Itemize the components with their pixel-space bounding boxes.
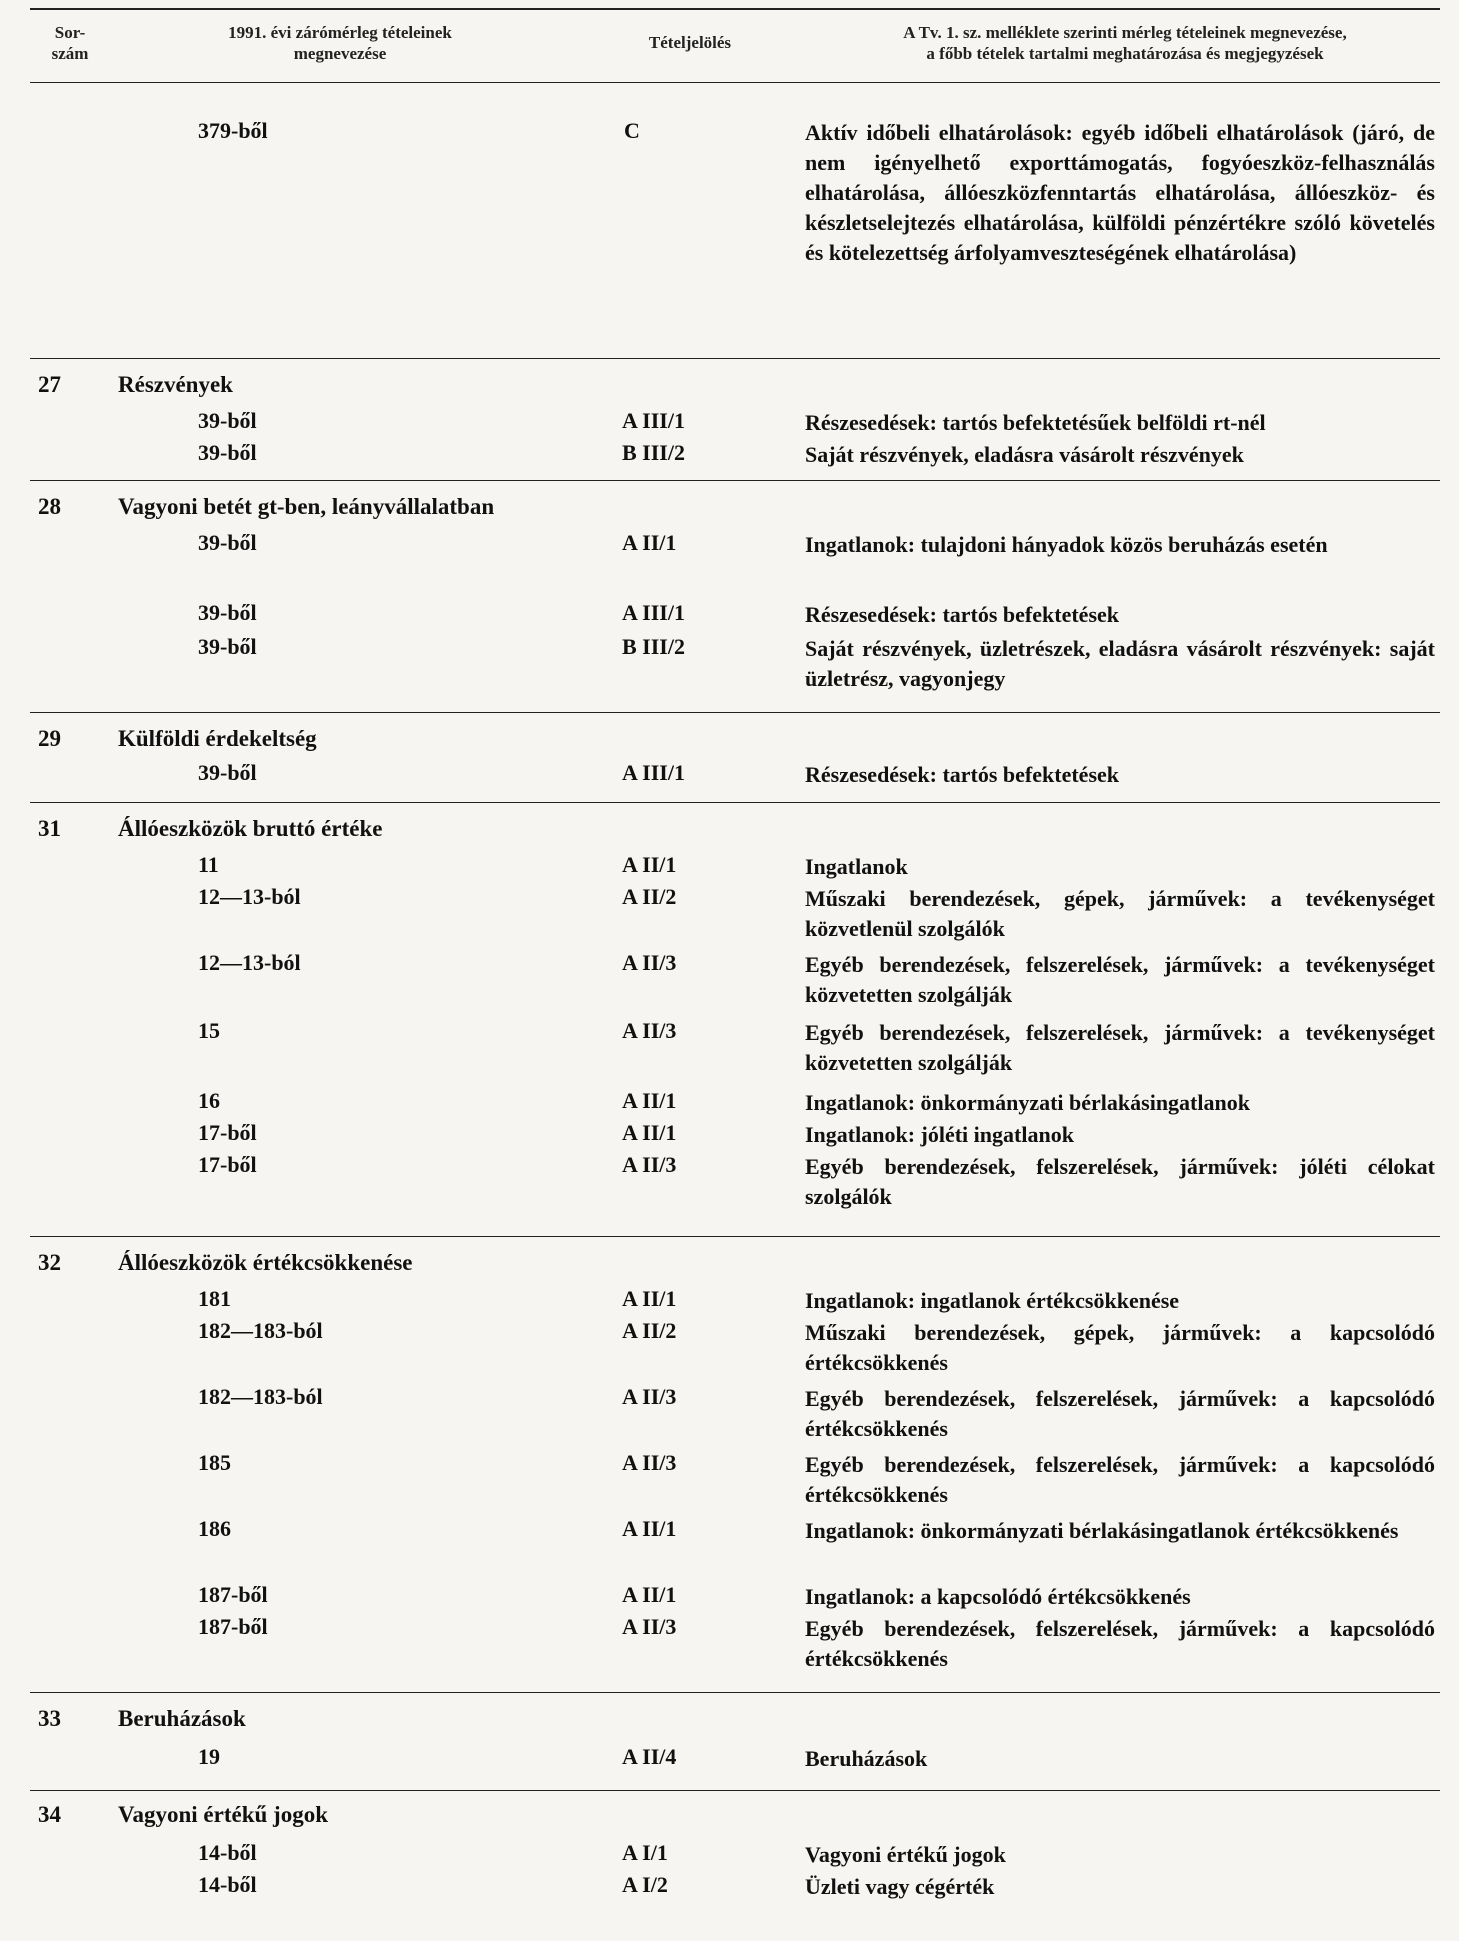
section-title: Állóeszközök értékcsökkenése [118, 1250, 413, 1275]
row-code: 14-ből [198, 1872, 257, 1897]
header-col-sorszam: Sor- szám [51, 23, 89, 63]
row-desc: Egyéb berendezések, felszerelések, járművek: a kapcsolódó értékcsökkenés [805, 1452, 1435, 1507]
section-rule [30, 480, 1440, 481]
row-desc: Részesedések: tartós befektetésűek belföldi rt-nél [805, 410, 1266, 435]
row-mark: A III/1 [622, 760, 685, 785]
section-rule [30, 802, 1440, 803]
row-desc: Saját részvények, üzletrészek, eladásra vásárolt részvények: saját üzletrész, vagyonjegy [805, 636, 1435, 691]
section-rule [30, 712, 1440, 713]
header-col-desc: A Tv. 1. sz. melléklete szerinti mérleg tételeinek megnevezése, a főbb tételek tartalmi meghatározása és megjegyzések [903, 23, 1347, 63]
row-mark: A II/3 [622, 1152, 677, 1177]
row-desc: Részesedések: tartós befektetések [805, 762, 1120, 787]
section-rule [30, 358, 1440, 359]
row-mark: A III/1 [622, 408, 685, 433]
row-desc: Ingatlanok: tulajdoni hányadok közös beruházás esetén [805, 532, 1328, 557]
section-number: 33 [38, 1706, 61, 1731]
row-code: 181 [198, 1286, 231, 1311]
section-number: 32 [38, 1250, 61, 1275]
row-desc: Egyéb berendezések, felszerelések, járművek: a kapcsolódó értékcsökkenés [805, 1616, 1435, 1671]
row-code: 12—13-ból [198, 884, 301, 909]
section-title: Részvények [118, 372, 233, 397]
row-desc: Egyéb berendezések, felszerelések, járművek: a kapcsolódó értékcsökkenés [805, 1386, 1435, 1441]
row-desc: Ingatlanok: önkormányzati bérlakásingatlanok [805, 1090, 1250, 1115]
row-code: 182—183-ból [198, 1384, 323, 1409]
row-mark: A II/1 [622, 1120, 677, 1145]
row-desc: Ingatlanok: jóléti ingatlanok [805, 1122, 1074, 1147]
row-code: 39-ből [198, 760, 257, 785]
row-code: 185 [198, 1450, 231, 1475]
row-mark: A II/3 [622, 950, 677, 975]
row-code: 17-ből [198, 1120, 257, 1145]
row-desc: Részesedések: tartós befektetések [805, 602, 1120, 627]
header-col-mark: Tételjelölés [648, 33, 732, 52]
row-mark: A II/3 [622, 1018, 677, 1043]
row-mark: A II/3 [622, 1614, 677, 1639]
row-mark: A II/1 [622, 852, 677, 877]
row-mark: B III/2 [622, 634, 685, 659]
row-mark: C [624, 118, 640, 143]
row-code: 39-ből [198, 530, 257, 555]
header-col-name: 1991. évi zárómérleg tételeinek megnevezése [228, 23, 452, 63]
row-desc: Saját részvények, eladásra vásárolt részvények [805, 442, 1244, 467]
row-mark: A II/1 [622, 1286, 677, 1311]
row-code: 39-ből [198, 440, 257, 465]
section-title: Beruházások [118, 1706, 246, 1731]
section-title: Külföldi érdekeltség [118, 726, 317, 751]
row-mark: A II/3 [622, 1384, 677, 1409]
row-desc: Műszaki berendezések, gépek, járművek: a kapcsolódó értékcsökkenés [805, 1320, 1435, 1375]
row-desc: Egyéb berendezések, felszerelések, járművek: jóléti célokat szolgálók [805, 1154, 1435, 1209]
row-code: 182—183-ból [198, 1318, 323, 1343]
row-mark: A II/1 [622, 1088, 677, 1113]
row-desc: Vagyoni értékű jogok [805, 1842, 1006, 1867]
row-desc: Beruházások [805, 1746, 928, 1771]
row-desc: Műszaki berendezések, gépek, járművek: a tevékenységet közvetlenül szolgálók [805, 886, 1435, 941]
section-number: 34 [38, 1802, 61, 1827]
top-rule [30, 8, 1440, 10]
row-desc: Aktív időbeli elhatárolások: egyéb időbeli elhatárolások (járó, de nem igényelhető exporttámogatás, fogyóeszköz-felhasználás elhatárolása, állóeszközfenntartás elhatárolása, állóeszköz- és készletselejtezés elhatárolása, külföldi pénzértékre szóló követelés és kötelezettség árfolyamveszteségének elhatárolása) [805, 120, 1435, 265]
row-mark: A I/2 [622, 1872, 668, 1897]
row-desc: Ingatlanok: önkormányzati bérlakásingatlanok értékcsökkenés [805, 1518, 1399, 1543]
row-desc: Ingatlanok: a kapcsolódó értékcsökkenés [805, 1584, 1191, 1609]
row-mark: A II/1 [622, 1516, 677, 1541]
row-mark: A II/4 [622, 1744, 677, 1769]
row-code: 15 [198, 1018, 220, 1043]
row-desc: Üzleti vagy cégérték [805, 1874, 995, 1899]
row-code: 16 [198, 1088, 220, 1113]
row-mark: B III/2 [622, 440, 685, 465]
section-rule [30, 1236, 1440, 1237]
row-desc: Egyéb berendezések, felszerelések, járművek: a tevékenységet közvetetten szolgálják [805, 952, 1435, 1007]
section-rule [30, 1790, 1440, 1791]
row-code: 379-ből [198, 118, 268, 143]
row-desc: Ingatlanok [805, 854, 908, 879]
row-code: 14-ből [198, 1840, 257, 1865]
row-code: 186 [198, 1516, 231, 1541]
section-number: 28 [38, 494, 61, 519]
row-mark: A I/1 [622, 1840, 668, 1865]
row-code: 187-ből [198, 1582, 268, 1607]
row-mark: A II/3 [622, 1450, 677, 1475]
header-rule [30, 82, 1440, 83]
section-number: 29 [38, 726, 61, 751]
row-mark: A II/1 [622, 1582, 677, 1607]
section-rule [30, 1692, 1440, 1693]
row-code: 187-ből [198, 1614, 268, 1639]
row-desc: Egyéb berendezések, felszerelések, járművek: a tevékenységet közvetetten szolgálják [805, 1020, 1435, 1075]
row-code: 39-ből [198, 634, 257, 659]
section-number: 27 [38, 372, 61, 397]
row-code: 39-ből [198, 408, 257, 433]
row-mark: A II/1 [622, 530, 677, 555]
row-desc: Ingatlanok: ingatlanok értékcsökkenése [805, 1288, 1180, 1313]
row-code: 39-ből [198, 600, 257, 625]
section-title: Állóeszközök bruttó értéke [118, 816, 383, 841]
section-title: Vagyoni értékű jogok [118, 1802, 328, 1827]
row-mark: A III/1 [622, 600, 685, 625]
row-code: 17-ből [198, 1152, 257, 1177]
row-mark: A II/2 [622, 1318, 677, 1343]
row-code: 11 [198, 852, 219, 877]
section-number: 31 [38, 816, 61, 841]
section-title: Vagyoni betét gt-ben, leányvállalatban [118, 494, 495, 519]
document-page [30, 0, 1440, 1941]
row-mark: A II/2 [622, 884, 677, 909]
row-code: 19 [198, 1744, 220, 1769]
row-code: 12—13-ból [198, 950, 301, 975]
